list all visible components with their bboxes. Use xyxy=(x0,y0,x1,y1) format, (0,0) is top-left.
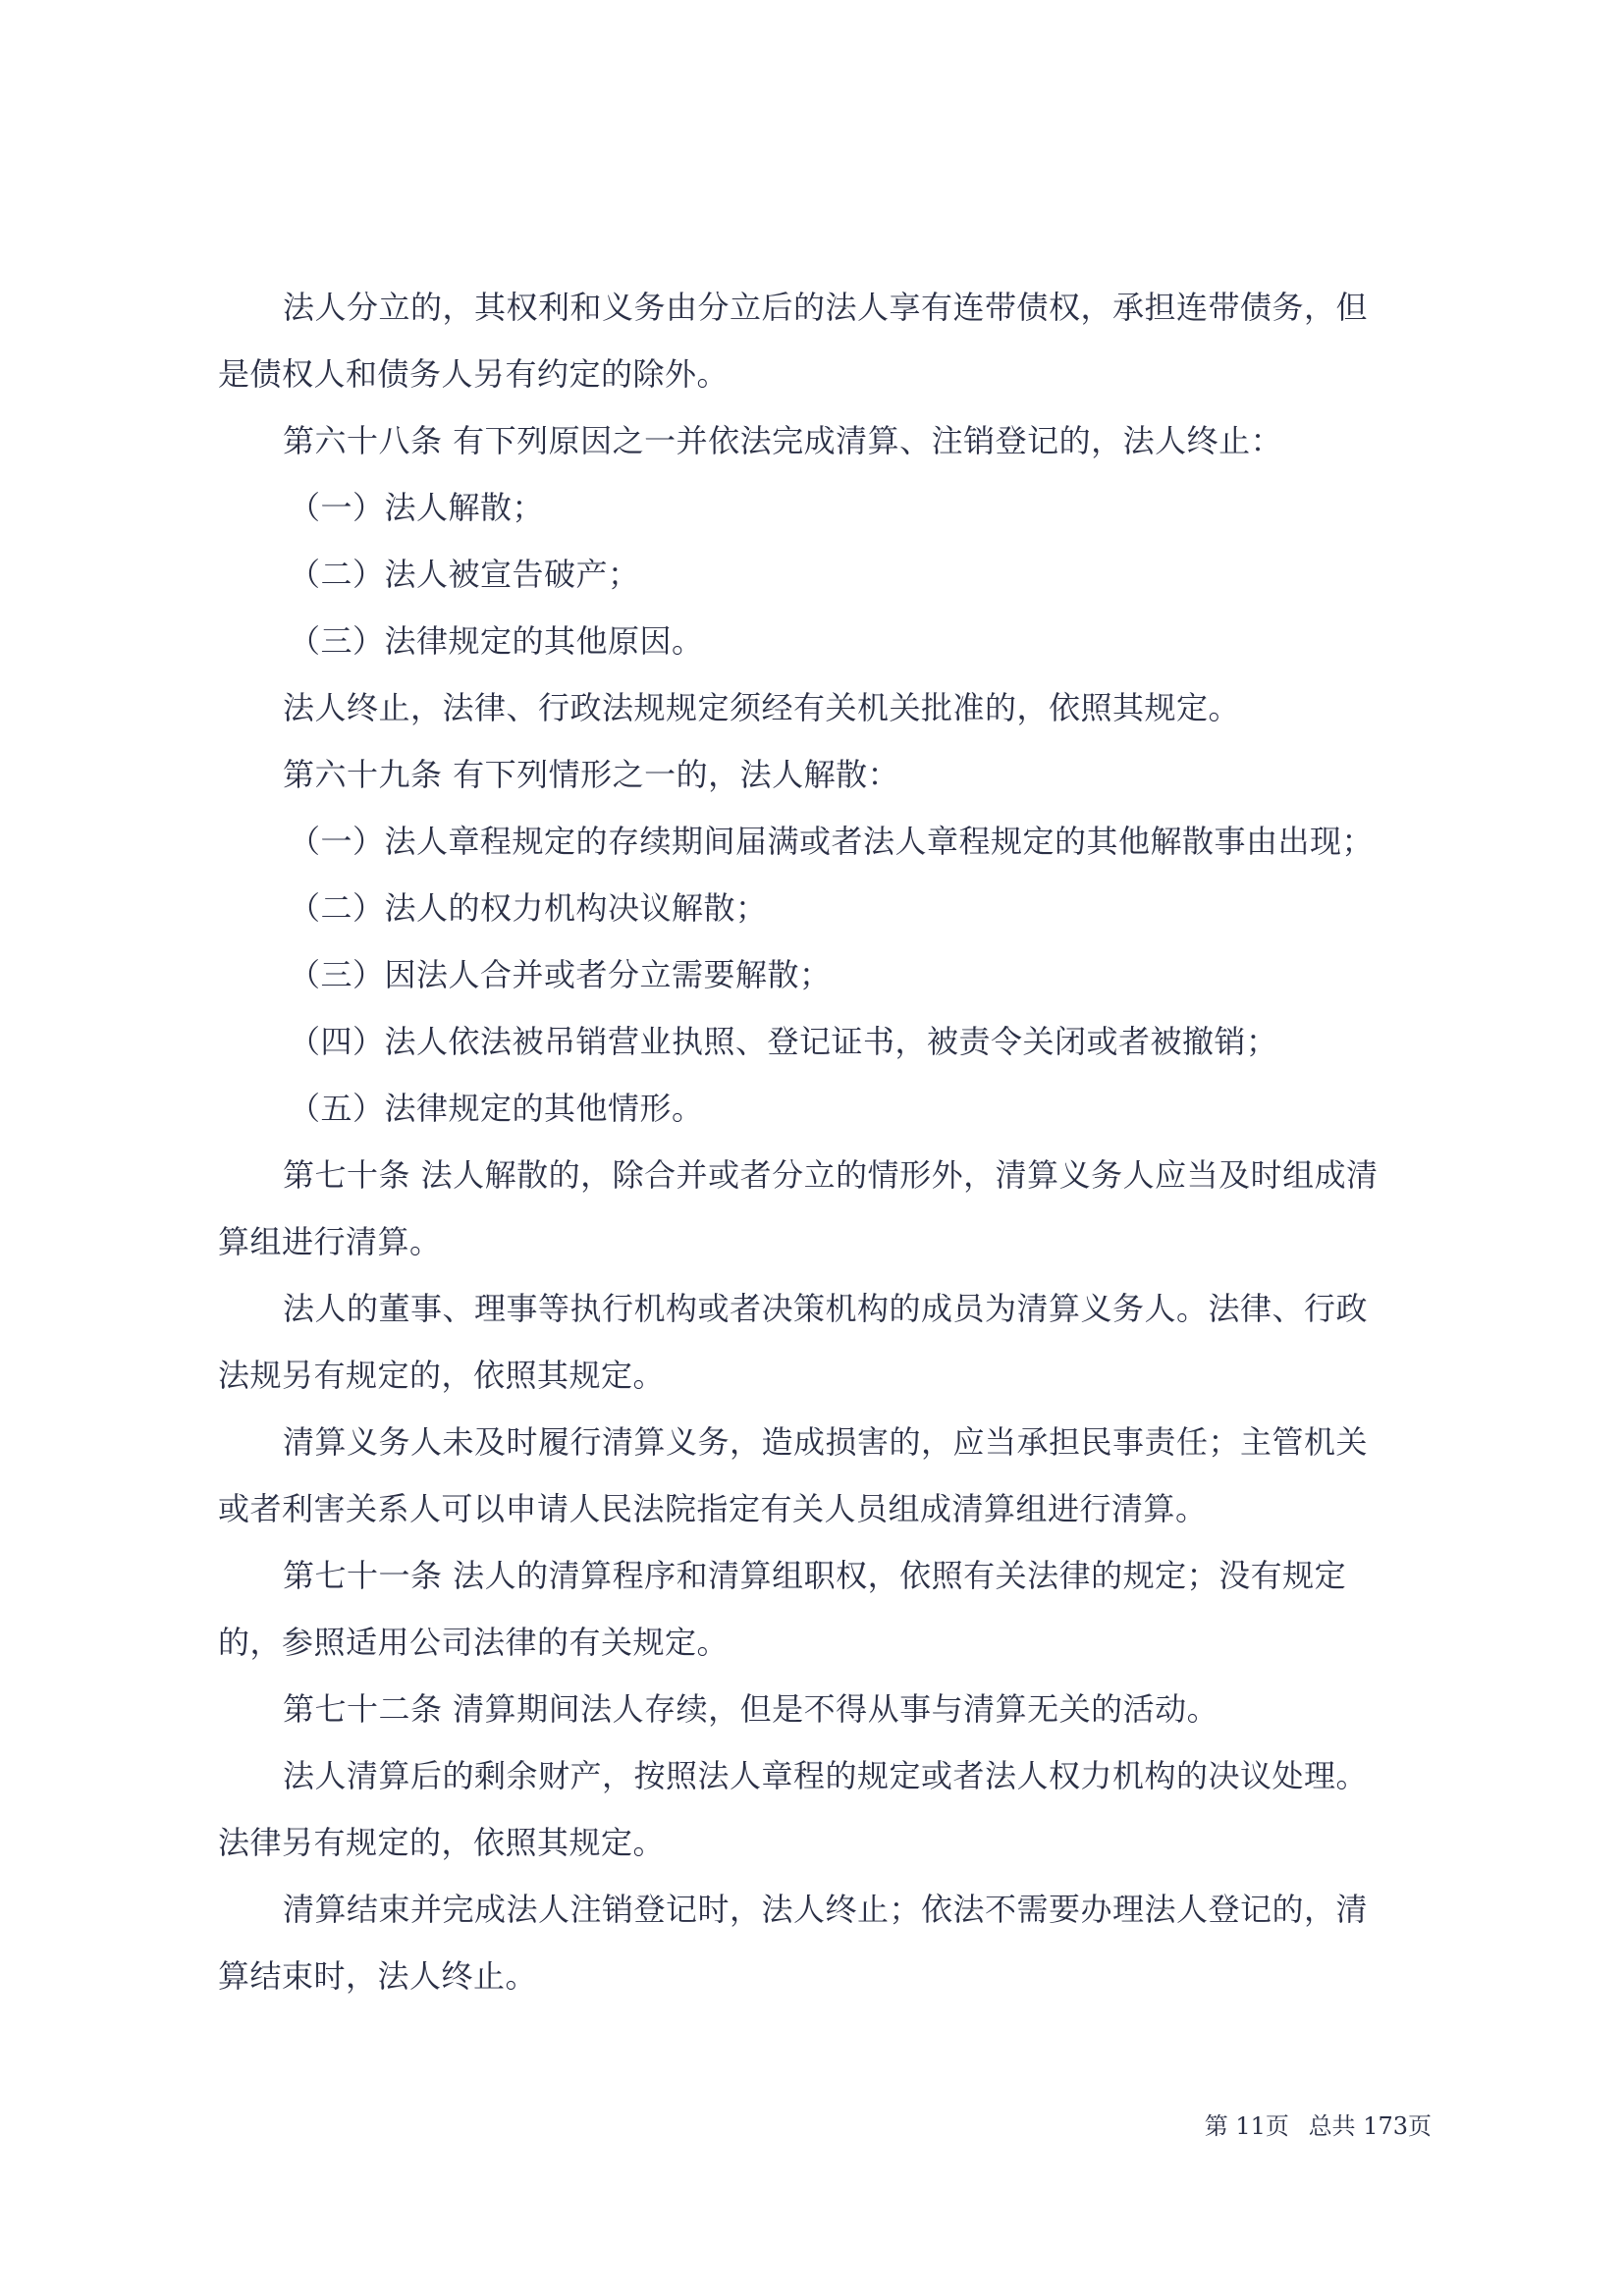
text-line: （二）法人的权力机构决议解散； xyxy=(289,889,768,927)
page-number: 第 11页 xyxy=(1204,2112,1289,2140)
text-line: 第六十八条 有下列原因之一并依法完成清算、注销登记的，法人终止： xyxy=(283,422,1283,459)
text-line: 算组进行清算。 xyxy=(218,1223,442,1260)
text-line: （四）法人依法被吊销营业执照、登记证书，被责令关闭或者被撤销； xyxy=(289,1023,1278,1060)
text-line: 法规另有规定的，依照其规定。 xyxy=(218,1357,666,1394)
text-line: 或者利害关系人可以申请人民法院指定有关人员组成清算组进行清算。 xyxy=(218,1490,1208,1527)
text-line: 法人的董事、理事等执行机构或者决策机构的成员为清算义务人。法律、行政 xyxy=(283,1290,1369,1327)
document-body xyxy=(218,274,1426,2009)
text-line: 第六十九条 有下列情形之一的，法人解散： xyxy=(283,756,900,793)
text-line: 算结束时，法人终止。 xyxy=(218,1957,538,1995)
text-line: （三）法律规定的其他原因。 xyxy=(289,622,704,660)
page-total: 总共 173页 xyxy=(1308,2112,1432,2140)
page-footer xyxy=(1205,2107,1432,2141)
text-line: 清算结束并完成法人注销登记时，法人终止；依法不需要办理法人登记的，清 xyxy=(283,1891,1369,1928)
text-line: 的，参照适用公司法律的有关规定。 xyxy=(218,1624,730,1661)
text-line: 清算义务人未及时履行清算义务，造成损害的，应当承担民事责任；主管机关 xyxy=(283,1423,1369,1461)
text-line: 法人终止，法律、行政法规规定须经有关机关批准的，依照其规定。 xyxy=(283,689,1241,726)
text-line: （二）法人被宣告破产； xyxy=(289,556,640,593)
text-line: 法人清算后的剩余财产，按照法人章程的规定或者法人权力机构的决议处理。 xyxy=(283,1757,1369,1794)
text-line: 法律另有规定的，依照其规定。 xyxy=(218,1824,666,1861)
text-line: 法人分立的，其权利和义务由分立后的法人享有连带债权，承担连带债务，但 xyxy=(283,289,1369,326)
text-line: 是债权人和债务人另有约定的除外。 xyxy=(218,355,730,393)
text-line: （三）因法人合并或者分立需要解散； xyxy=(289,956,832,993)
text-line: （五）法律规定的其他情形。 xyxy=(289,1090,704,1127)
text-line: 第七十一条 法人的清算程序和清算组职权，依照有关法律的规定；没有规定 xyxy=(283,1557,1347,1594)
text-line: 第七十二条 清算期间法人存续，但是不得从事与清算无关的活动。 xyxy=(283,1690,1219,1728)
text-line: （一）法人章程规定的存续期间届满或者法人章程规定的其他解散事由出现； xyxy=(289,823,1375,860)
text-line: （一）法人解散； xyxy=(289,489,545,526)
text-line: 第七十条 法人解散的，除合并或者分立的情形外，清算义务人应当及时组成清 xyxy=(283,1156,1379,1194)
